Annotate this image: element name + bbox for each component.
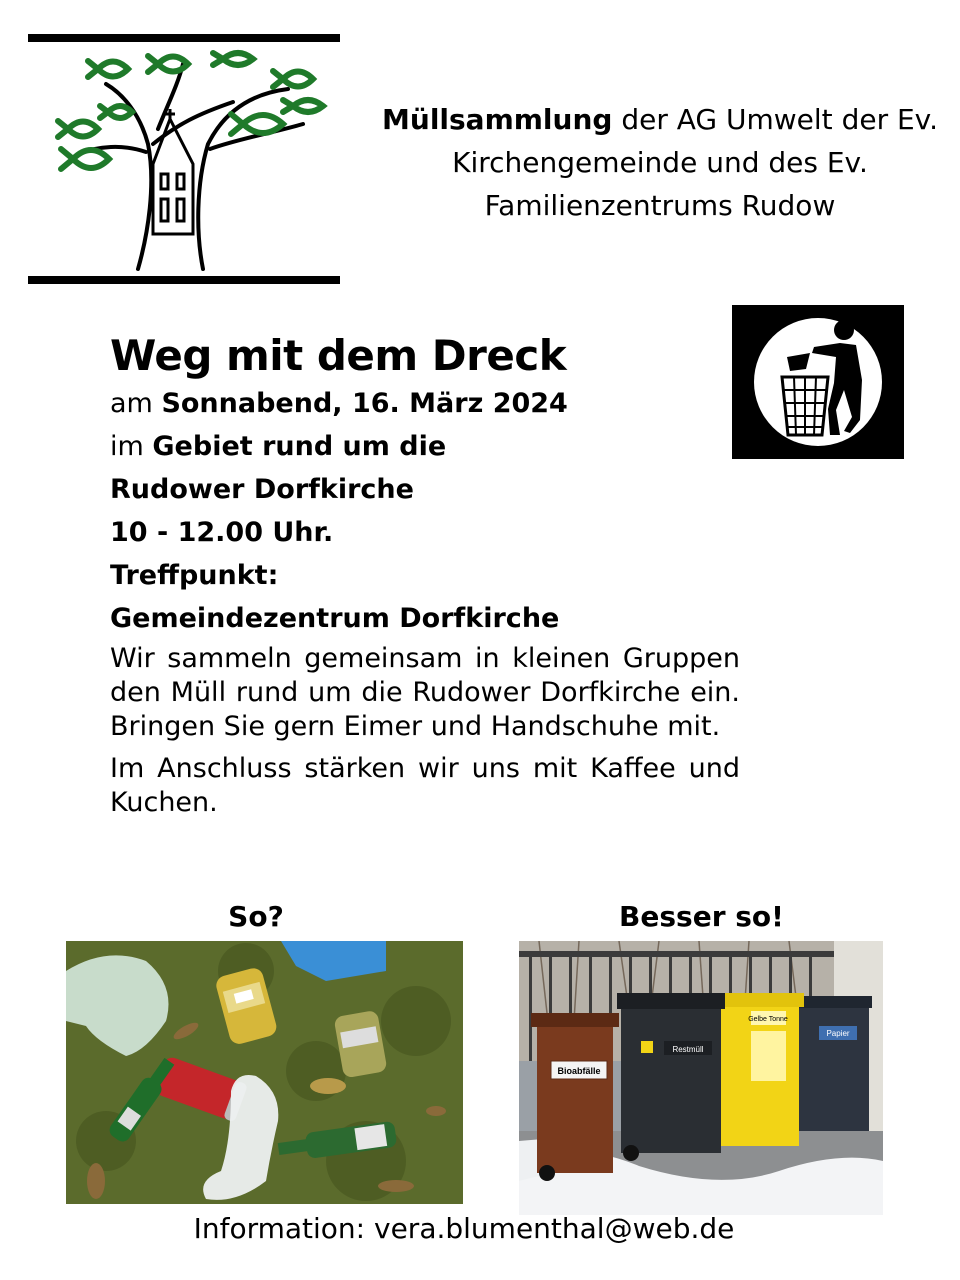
photo-caption-right: Besser so!: [619, 900, 784, 933]
heading-line3: Familienzentrums Rudow: [484, 189, 836, 222]
heading-line1: der AG Umwelt der Ev.: [612, 103, 938, 136]
event-area2: Rudower Dorfkirche: [110, 474, 414, 505]
event-area: Gebiet rund um die: [152, 431, 447, 462]
bins-photo: [519, 941, 883, 1215]
date-prefix: am: [110, 388, 162, 419]
event-date: Sonnabend, 16. März 2024: [161, 388, 568, 419]
event-time-line: [110, 511, 740, 554]
tidyman-litter-icon: [732, 305, 904, 459]
heading-bold: Müllsammlung: [382, 103, 613, 136]
restmuell-label: Restmüll: [672, 1045, 704, 1054]
papier-label: Papier: [826, 1029, 850, 1038]
meeting-label-line: [110, 554, 740, 597]
organizer-heading: [370, 98, 950, 227]
litter-photo: [66, 941, 463, 1204]
event-date-line: [110, 382, 740, 425]
church-tree-logo: [28, 34, 340, 286]
event-description-2: Im Anschluss stärken wir uns mit Kaffee und Kuchen.: [110, 753, 740, 818]
event-details: [110, 330, 740, 820]
photo-caption-left: So?: [228, 900, 284, 933]
meeting-label: Treffpunkt:: [110, 560, 279, 591]
contact-info: Information: vera.blumenthal@web.de: [193, 1212, 735, 1245]
event-time: 10 - 12.00 Uhr.: [110, 517, 334, 548]
heading-line2: Kirchengemeinde und des Ev.: [452, 146, 868, 179]
event-description: Wir sammeln gemeinsam in kleinen Gruppen den Müll rund um die Rudower Dorfkirche ein. Bringen Sie gern Eimer und Handschuhe mit.: [110, 643, 740, 742]
event-title: Weg mit dem Dreck: [110, 331, 567, 380]
meeting-place: Gemeindezentrum Dorfkirche: [110, 603, 560, 634]
event-area-line: [110, 425, 740, 468]
meeting-place-line: [110, 597, 740, 640]
gelbe-tonne-label: Gelbe Tonne: [748, 1016, 788, 1023]
bioabfaelle-label: Bioabfälle: [557, 1066, 601, 1076]
area-prefix: im: [110, 431, 153, 462]
event-area-line2: [110, 468, 740, 511]
